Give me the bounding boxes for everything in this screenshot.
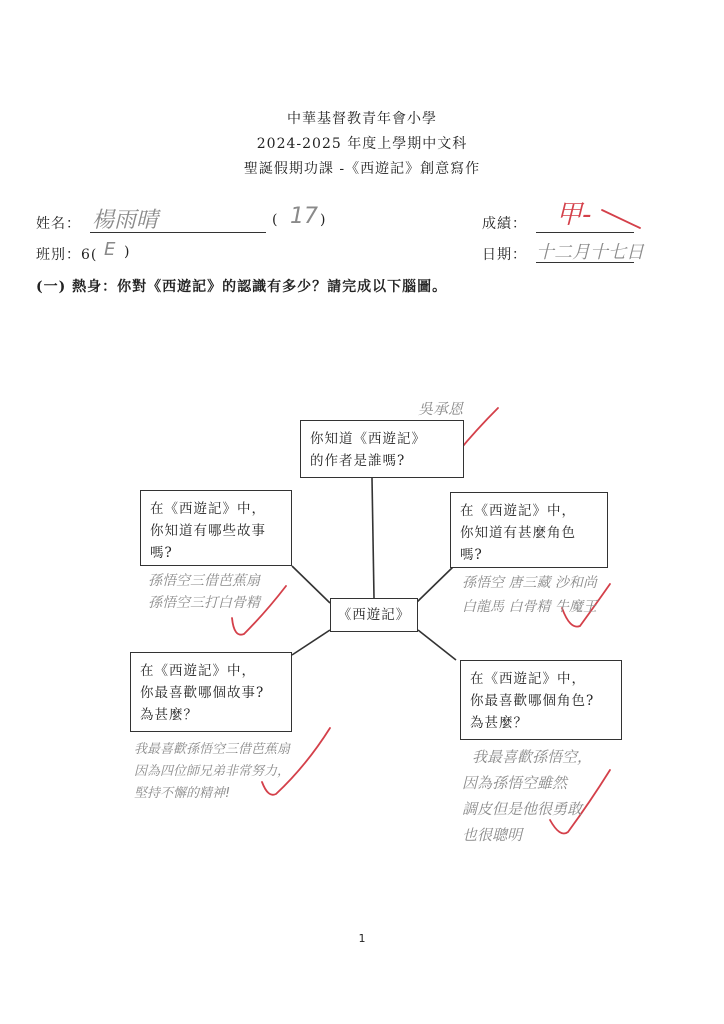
answer-fav-char-line4: 也很聰明 xyxy=(462,826,523,844)
line-author xyxy=(372,478,374,598)
box-characters-question xyxy=(450,492,608,568)
answer-fav-char-line1: 我最喜歡孫悟空， xyxy=(472,748,593,766)
name-label: 姓名： xyxy=(36,216,81,232)
characters-q-line2: 你知道有甚麼角色 xyxy=(460,525,576,541)
page-number: 1 xyxy=(358,932,366,945)
answer-characters-line2: 白龍馬 白骨精 牛魔王 xyxy=(462,599,597,615)
author-q-line2: 的作者是誰嗎? xyxy=(310,453,406,469)
answer-characters-line1: 孫悟空 唐三藏 沙和尚 xyxy=(462,575,597,591)
line-fav-char xyxy=(418,630,456,660)
answer-fav-char-line3: 調皮但是他很勇敢 xyxy=(462,800,583,818)
answer-stories-line1: 孫悟空三借芭蕉扇 xyxy=(148,573,260,589)
fav-story-q-line2: 你最喜歡哪個故事? xyxy=(140,685,265,701)
date-label: 日期： xyxy=(482,247,527,263)
fav-char-q-line2: 你最喜歡哪個角色? xyxy=(470,693,595,709)
answer-fav-char-line2: 因為孫悟空雖然 xyxy=(462,774,568,792)
number-open: ( xyxy=(272,212,279,228)
line-stories xyxy=(292,566,330,603)
fav-char-q-line3: 為甚麼？ xyxy=(470,715,528,731)
stories-q-line1: 在《西遊記》中， xyxy=(150,501,266,517)
line-characters xyxy=(416,566,454,603)
date-value: 十二月十七日 xyxy=(536,242,644,263)
box-fav-char-question xyxy=(460,660,622,740)
stories-q-line3: 嗎? xyxy=(150,545,173,561)
box-center xyxy=(330,598,418,632)
author-q-line1: 你知道《西遊記》 xyxy=(310,431,426,447)
score-value: 甲- xyxy=(556,200,592,230)
answer-fav-story-line1: 我最喜歡孫悟空三借芭蕉扇 xyxy=(134,742,291,757)
box-stories-question xyxy=(140,490,292,566)
class-close: ) xyxy=(124,244,131,260)
school-name: 中華基督教青年會小學 xyxy=(287,111,437,127)
class-value: E xyxy=(104,239,116,260)
number-close: ) xyxy=(320,212,327,228)
section-heading: (一) 熱身：你對《西遊記》的認識有多少？請完成以下腦圖。 xyxy=(36,279,448,295)
box-fav-story-question xyxy=(130,652,292,732)
characters-q-line3: 嗎? xyxy=(460,547,483,563)
score-label: 成績： xyxy=(482,216,527,232)
answer-stories-line2: 孫悟空三打白骨精 xyxy=(148,595,260,611)
term-title: 2024-2025 年度上學期中文科 xyxy=(256,136,468,152)
answer-author: 吳承恩 xyxy=(418,400,464,418)
fav-story-q-line3: 為甚麼？ xyxy=(140,707,198,723)
box-author-question xyxy=(300,420,464,478)
answer-fav-story-line3: 堅持不懈的精神! xyxy=(134,786,231,801)
assignment-title: 聖誕假期功課 -《西遊記》創意寫作 xyxy=(243,161,481,177)
fav-story-q-line1: 在《西遊記》中， xyxy=(140,663,256,679)
fav-char-q-line1: 在《西遊記》中， xyxy=(470,671,586,687)
student-number: 17 xyxy=(290,204,318,229)
name-value: 楊雨晴 xyxy=(92,208,159,233)
class-label: 班別：6( xyxy=(36,247,98,263)
characters-q-line1: 在《西遊記》中， xyxy=(460,503,576,519)
answer-fav-story-line2: 因為四位師兄弟非常努力， xyxy=(134,764,291,779)
grade-mark-stroke xyxy=(602,210,640,228)
stories-q-line2: 你知道有哪些故事 xyxy=(150,523,266,539)
center-label: 《西遊記》 xyxy=(337,607,411,623)
line-fav-story xyxy=(292,630,330,655)
